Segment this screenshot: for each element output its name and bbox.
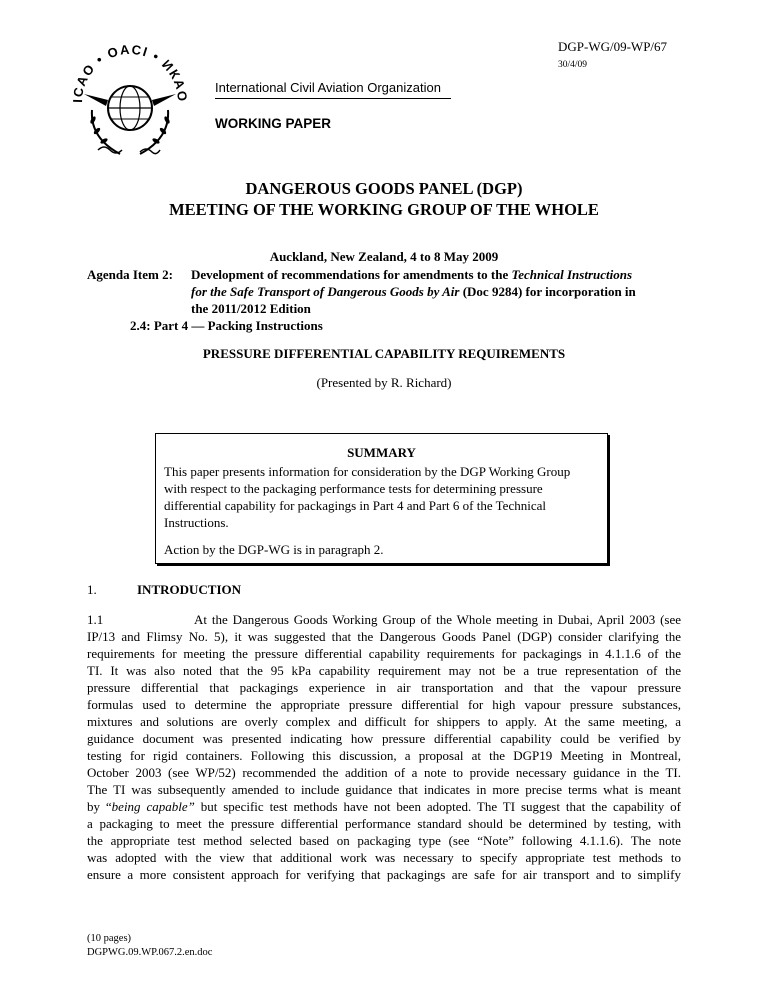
document-date: 30/4/09 [558,60,588,70]
section-title: INTRODUCTION [137,582,242,597]
paragraph-line: pressure differential that packagings experience in air transportation and that the vapour pressure [87,680,681,695]
paragraph-line: mixtures and solutions are overly complex and difficult for shippers to apply. At the same meeting, a [87,714,681,729]
agenda-item-line-2: for the Safe Transport of Dangerous Goods by Air (Doc 9284) for incorporation in [191,284,636,299]
paragraph-line: ensure a more consistent approach for verifying that packagings are safe for air transport and to simplify [87,867,681,882]
presenter-line: (Presented by R. Richard) [316,375,452,390]
paragraph-line: testing for rigid containers. Following this discussion, a proposal at the DGP19 Meeting in Montreal, [87,748,681,763]
paragraph-line: guidance document was presented indicating how pressure differential capability could be verified by [87,731,681,746]
working-paper-label: WORKING PAPER [215,116,332,131]
paragraph-line: by “being capable” but specific test methods have not been adopted. The TI suggest that the capability of [87,799,681,814]
summary-line: differential capability for packagings in Part 4 and Part 6 of the Technical [164,498,546,513]
agenda-sub-item: 2.4: Part 4 — Packing Instructions [130,318,323,333]
section-number: 1. [87,582,97,597]
paragraph-line: The TI was subsequently amended to include guidance that indicates in more precise terms what is meant [87,782,681,797]
emblem-lettering: ICAO • OACI • ИКАО [69,41,191,104]
paragraph-line: IP/13 and Flimsy No. 5), it was suggested that the Dangerous Goods Panel (DGP) consider clarifying the [87,629,681,644]
paragraph-line: a packaging to meet the pressure differential performance standard should be determined by testing, with [87,816,681,831]
icao-emblem-logo [62,34,198,170]
paragraph-line: October 2003 (see WP/52) recommended the addition of a note to provide necessary guidance in the TI. [87,765,681,780]
summary-heading: SUMMARY [347,445,416,460]
summary-action: Action by the DGP-WG is in paragraph 2. [164,542,384,557]
paragraph-line: was adopted with the view that additional work was necessary to specify appropriate test methods to [87,850,681,865]
summary-line: with respect to the packaging performance tests for determining pressure [164,481,543,496]
footer-filename: DGPWG.09.WP.067.2.en.doc [87,947,213,958]
footer-page-count: (10 pages) [87,933,132,944]
paper-title: PRESSURE DIFFERENTIAL CAPABILITY REQUIREMENTS [202,346,566,361]
summary-line: Instructions. [164,515,229,530]
meeting-venue-date: Auckland, New Zealand, 4 to 8 May 2009 [269,249,499,264]
summary-line: This paper presents information for consideration by the DGP Working Group [164,464,571,479]
paragraph-line: formulas used to determine the appropriate pressure differential for high vapour pressure substances, [87,697,681,712]
paragraph-line: At the Dangerous Goods Working Group of the Whole meeting in Dubai, April 2003 (see [194,612,681,627]
meeting-title-line-2: MEETING OF THE WORKING GROUP OF THE WHOLE [169,200,599,219]
paragraph-line: the appropriate test method selected based on packaging type (see “Note” following 4.1.1.6). The note [87,833,681,848]
agenda-item-line-3: the 2011/2012 Edition [191,301,311,316]
paragraph-number: 1.1 [87,612,104,627]
agenda-item-label: Agenda Item 2: [87,267,173,282]
paragraph-line: TI. It was also noted that the 95 kPa capability requirement may not be a true representation of the [87,663,681,678]
summary-box [155,433,608,564]
organization-name: International Civil Aviation Organization [215,80,451,99]
meeting-title-line-1: DANGEROUS GOODS PANEL (DGP) [245,179,523,198]
paragraph-line: requirements for meeting the pressure differential capability requirements for packagings in 4.1.1.6 of the [87,646,681,661]
agenda-item-line-1: Development of recommendations for amendments to the Technical Instructions [191,267,633,282]
document-reference: DGP-WG/09-WP/67 [558,39,668,54]
